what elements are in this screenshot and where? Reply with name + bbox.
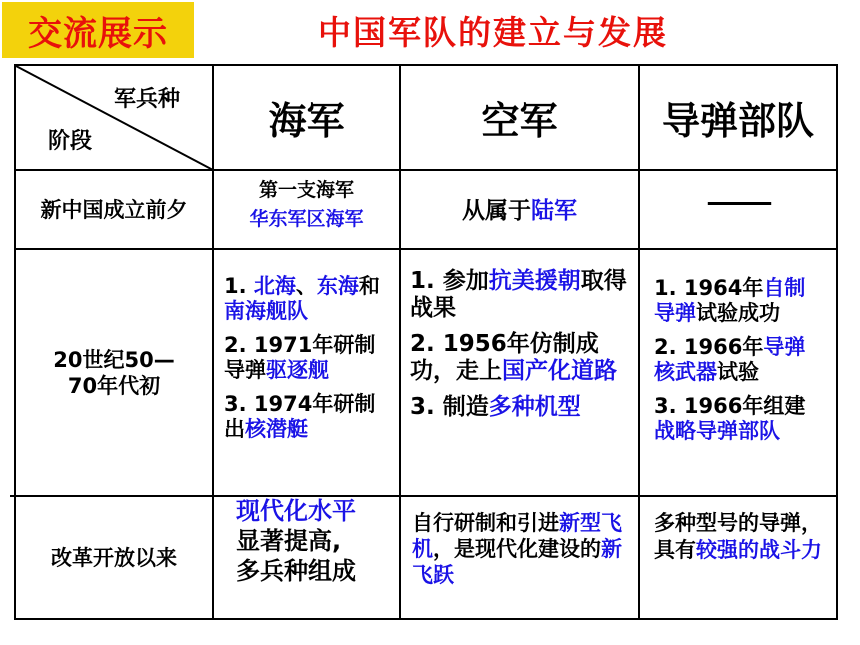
item-highlight: 北海 xyxy=(253,274,296,298)
air-cell-reform xyxy=(412,510,634,588)
item-highlight: 驱逐舰 xyxy=(266,358,329,382)
navy-dev-item-1 xyxy=(224,274,396,324)
corner-label-stage: 阶段 xyxy=(48,129,93,154)
missile-cell-development xyxy=(654,276,826,453)
item-text: 2. 1956年仿制成功，走上 xyxy=(410,331,599,384)
item-highlight: 东海 xyxy=(316,274,359,298)
air-reform-text: 自行研制和引进 xyxy=(412,511,559,535)
navy-reform-line2: 显著提高, xyxy=(236,527,342,555)
item-highlight: 战略导弹部队 xyxy=(654,419,780,443)
missile-dev-item-2 xyxy=(654,335,826,385)
item-text: 和 xyxy=(358,274,380,298)
item-highlight: 自制导弹 xyxy=(654,276,806,325)
missile-cell-reform xyxy=(654,510,826,564)
item-text: 试验成功 xyxy=(696,301,780,325)
badge-text: 交流展示 xyxy=(28,13,168,54)
air-reform-text: ，是现代化建设的 xyxy=(433,537,601,561)
air-reform-highlight: 新飞跃 xyxy=(412,537,622,587)
item-text: 2. 1971年研制导弹 xyxy=(224,333,376,382)
navy-dev-item-3 xyxy=(224,392,396,442)
stage-label: 改革开放以来 xyxy=(51,545,177,570)
missile-cell-founding: ——— xyxy=(706,188,770,216)
navy-founding-line2: 华东军区海军 xyxy=(249,208,364,230)
table-border-right xyxy=(836,64,838,620)
item-text: 试验 xyxy=(717,360,759,384)
air-founding-highlight: 陆军 xyxy=(531,198,577,224)
item-text: 取得战果 xyxy=(410,268,627,321)
item-highlight: 抗美援朝 xyxy=(488,268,581,294)
table-border-bottom xyxy=(14,618,838,620)
header-navy: 海军 xyxy=(268,99,345,143)
air-dev-item-3 xyxy=(410,394,634,421)
air-cell-founding xyxy=(401,192,638,225)
stage-label: 20世纪50—70年代初 xyxy=(53,347,175,398)
air-reform-highlight: 新型飞机 xyxy=(412,511,622,561)
page-title: 中国军队的建立与发展 xyxy=(318,13,668,52)
item-text: 1. xyxy=(224,274,254,298)
corner-label-branch: 军兵种 xyxy=(114,87,181,112)
section-badge xyxy=(2,2,194,58)
item-text: 3. 1974年研制出 xyxy=(224,392,376,441)
comparison-table xyxy=(14,64,838,620)
navy-reform-line3: 多兵种组成 xyxy=(236,557,356,585)
navy-dev-item-2 xyxy=(224,333,396,383)
item-highlight: 核潜艇 xyxy=(245,417,308,441)
item-text: 3. 制造 xyxy=(410,394,489,420)
stage-label: 新中国成立前夕 xyxy=(40,197,188,222)
missile-reform-highlight: 较强的战斗力 xyxy=(696,538,822,562)
navy-reform-highlight: 现代化水平 xyxy=(236,497,356,525)
air-dev-item-2 xyxy=(410,331,634,385)
item-text: 1. 1964年 xyxy=(654,276,764,300)
air-cell-development xyxy=(410,268,634,430)
item-highlight: 国产化道路 xyxy=(502,358,617,384)
item-text: 1. 参加 xyxy=(410,268,489,294)
missile-dev-item-1 xyxy=(654,276,826,326)
item-highlight: 导弹核武器 xyxy=(654,335,806,384)
missile-reform-text: 多种型号的导弹，具有 xyxy=(654,511,822,562)
header-airforce: 空军 xyxy=(481,99,558,143)
header-missile: 导弹部队 xyxy=(661,99,814,143)
item-text: 、 xyxy=(295,274,317,298)
navy-cell-reform xyxy=(236,496,396,586)
corner-diagonal xyxy=(14,64,214,171)
navy-cell-founding xyxy=(214,176,399,234)
navy-cell-development xyxy=(224,274,396,451)
item-highlight: 南海舰队 xyxy=(224,299,308,323)
air-founding-text: 从属于 xyxy=(462,198,531,224)
missile-dev-item-3 xyxy=(654,394,826,444)
item-text: 3. 1966年组建 xyxy=(654,394,806,418)
item-highlight: 多种机型 xyxy=(488,394,581,420)
air-dev-item-1 xyxy=(410,268,634,322)
navy-founding-line1: 第一支海军 xyxy=(258,179,354,201)
item-text: 2. 1966年 xyxy=(654,335,764,359)
